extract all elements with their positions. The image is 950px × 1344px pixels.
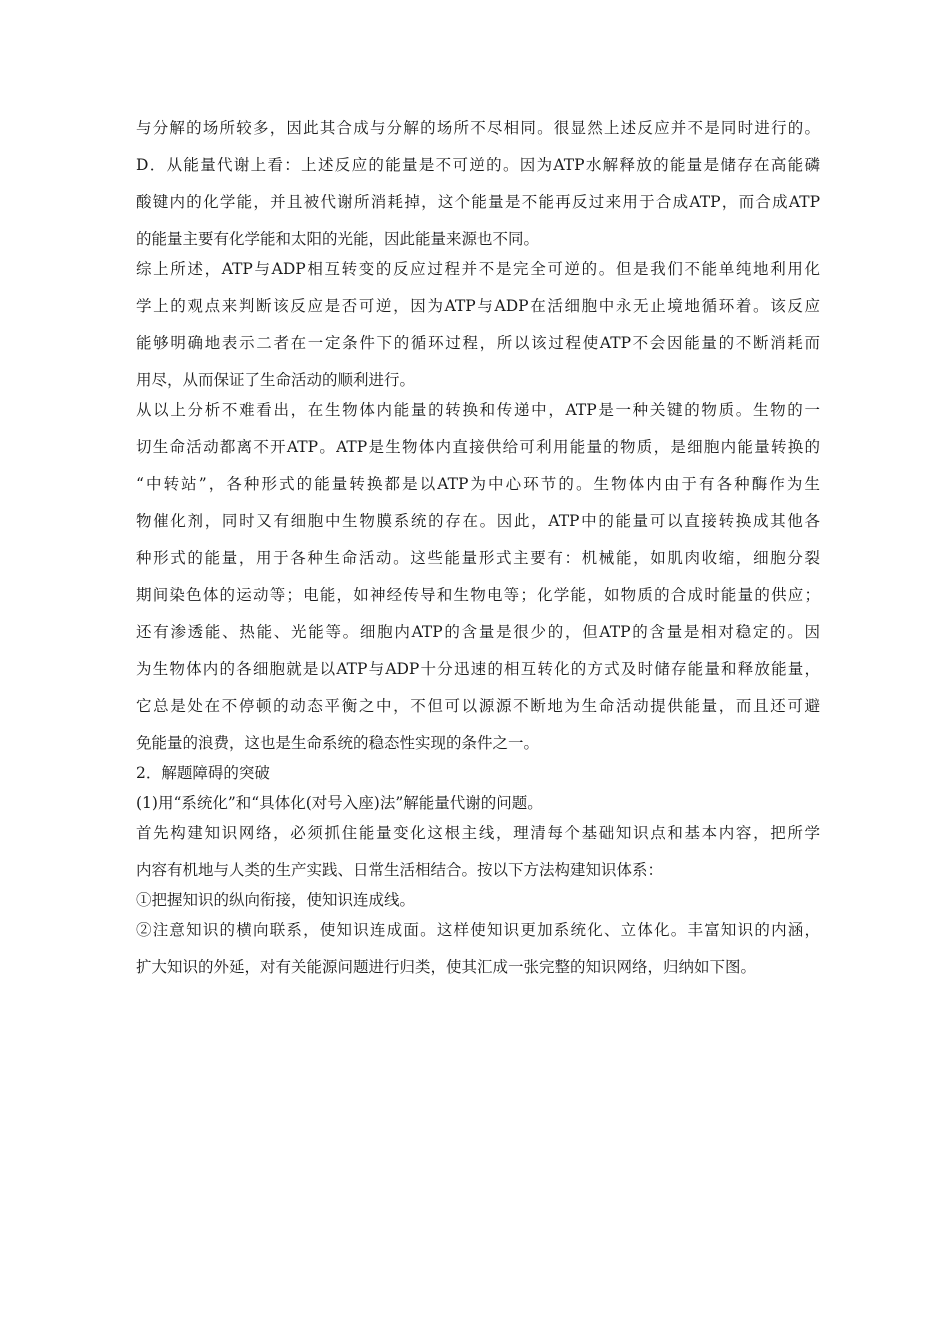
text-line: 从以上分析不难看出，在生物体内能量的转换和传递中，ATP是一种关键的物质。生物的一	[136, 401, 820, 419]
text-line: 首先构建知识网络，必须抓住能量变化这根主线，理清每个基础知识点和基本内容，把所学	[136, 824, 820, 842]
text-line: 免能量的浪费，这也是生命系统的稳态性实现的条件之一。	[136, 734, 540, 752]
text-line: 学上的观点来判断该反应是否可逆，因为ATP与ADP在活细胞中永无止境地循环着。该反应	[136, 297, 820, 315]
text-line: 酸键内的化学能，并且被代谢所消耗掉，这个能量是不能再反过来用于合成ATP，而合成ATP	[136, 193, 820, 211]
text-line: 切生命活动都离不开ATP。ATP是生物体内直接供给可利用能量的物质，是细胞内能量转换的	[136, 438, 820, 456]
subsection-heading: (1)用“系统化”和“具体化(对号入座)法”解能量代谢的问题。	[136, 794, 543, 812]
list-item: ①把握知识的纵向衔接，使知识连成线。	[136, 891, 416, 909]
text-line: 能够明确地表示二者在一定条件下的循环过程，所以该过程使ATP不会因能量的不断消耗而	[136, 334, 820, 352]
text-line: 内容有机地与人类的生产实践、日常生活相结合。按以下方法构建知识体系：	[136, 861, 664, 879]
text-line: 的能量主要有化学能和太阳的光能，因此能量来源也不同。	[136, 230, 540, 248]
list-item: ②注意知识的横向联系，使知识连成面。这样使知识更加系统化、立体化。丰富知识的内涵，	[136, 921, 820, 939]
text-line: “中转站”，各种形式的能量转换都是以ATP为中心环节的。生物体内由于有各种酶作为生	[136, 475, 820, 493]
text-line: 用尽，从而保证了生命活动的顺利进行。	[136, 371, 416, 389]
text-line: 综上所述，ATP与ADP相互转变的反应过程并不是完全可逆的。但是我们不能单纯地利用化	[136, 260, 820, 278]
text-line: 扩大知识的外延，对有关能源问题进行归类，使其汇成一张完整的知识网络，归纳如下图。	[136, 958, 757, 976]
text-line: 它总是处在不停顿的动态平衡之中，不但可以源源不断地为生命活动提供能量，而且还可避	[136, 697, 820, 715]
text-line: 物催化剂，同时又有细胞中生物膜系统的存在。因此，ATP中的能量可以直接转换成其他各	[136, 512, 820, 530]
text-line: 与分解的场所较多，因此其合成与分解的场所不尽相同。很显然上述反应并不是同时进行的。	[136, 119, 820, 137]
text-line: 为生物体内的各细胞就是以ATP与ADP十分迅速的相互转化的方式及时储存能量和释放能量，	[136, 660, 820, 678]
text-line: 还有渗透能、热能、光能等。细胞内ATP的含量是很少的，但ATP的含量是相对稳定的。因	[136, 623, 820, 641]
section-heading: 2．解题障碍的突破	[136, 764, 270, 782]
text-line: 种形式的能量，用于各种生命活动。这些能量形式主要有：机械能，如肌肉收缩，细胞分裂	[136, 549, 820, 567]
document-body	[136, 118, 820, 977]
text-line: D．从能量代谢上看：上述反应的能量是不可逆的。因为ATP水解释放的能量是储存在高能磷	[136, 156, 820, 174]
text-line: 期间染色体的运动等；电能，如神经传导和生物电等；化学能，如物质的合成时能量的供应；	[136, 586, 820, 604]
